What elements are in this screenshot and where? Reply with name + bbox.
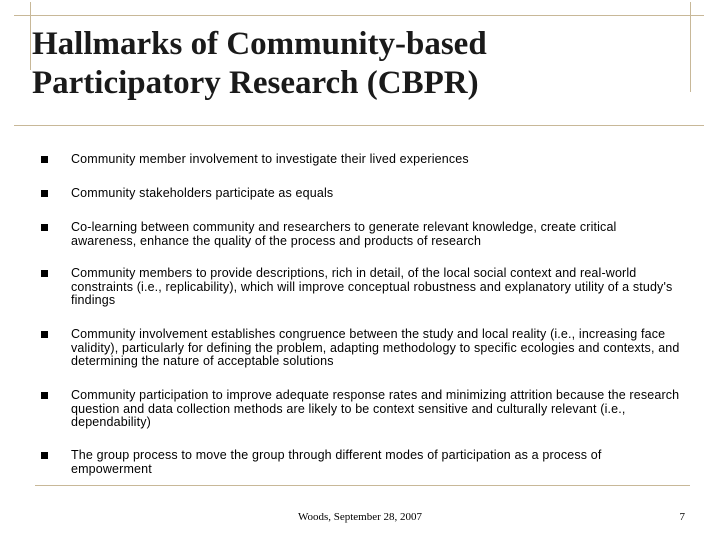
frame-line-left xyxy=(30,2,31,70)
bullet-text: Community member involvement to investigate their lived experiences xyxy=(71,152,469,166)
slide-title xyxy=(32,25,682,103)
bullet-text: Community participation to improve adequate response rates and minimizing attrition because the research question and data collection methods are likely to be context sensitive and culturally relevant (i.e., dependability) xyxy=(71,388,680,429)
square-bullet-icon xyxy=(41,392,48,399)
title-line-1: Hallmarks of Community-based xyxy=(32,26,487,62)
frame-line-right xyxy=(690,2,691,92)
square-bullet-icon xyxy=(41,331,48,338)
bullet-text: Co-learning between community and researchers to generate relevant knowledge, create critical awareness, enhance the quality of the process and products of research xyxy=(71,220,617,248)
page-number: 7 xyxy=(679,511,685,523)
footer-text: Woods, September 28, 2007 xyxy=(297,511,423,523)
bullet-text: Community involvement establishes congruence between the study and local reality (i.e., increasing face validity), particularly for defining the problem, adapting methodology to specific ecologies and contexts, and determining the nature of acceptable solutions xyxy=(71,327,680,368)
square-bullet-icon xyxy=(41,452,48,459)
square-bullet-icon xyxy=(41,190,48,197)
square-bullet-icon xyxy=(41,270,48,277)
frame-line-top xyxy=(14,15,704,16)
square-bullet-icon xyxy=(41,224,48,231)
footer-divider xyxy=(35,485,690,486)
title-divider xyxy=(14,125,704,126)
square-bullet-icon xyxy=(41,156,48,163)
bullet-text: Community members to provide descriptions, rich in detail, of the local social context and real-world constraints (i.e., replicability), which will improve conceptual robustness and explanatory utility of a study's findings xyxy=(71,266,673,307)
bullet-text: Community stakeholders participate as equals xyxy=(71,186,334,200)
title-line-2: Participatory Research (CBPR) xyxy=(32,65,479,101)
bullet-text: The group process to move the group through different modes of participation as a process of empowerment xyxy=(71,448,602,476)
